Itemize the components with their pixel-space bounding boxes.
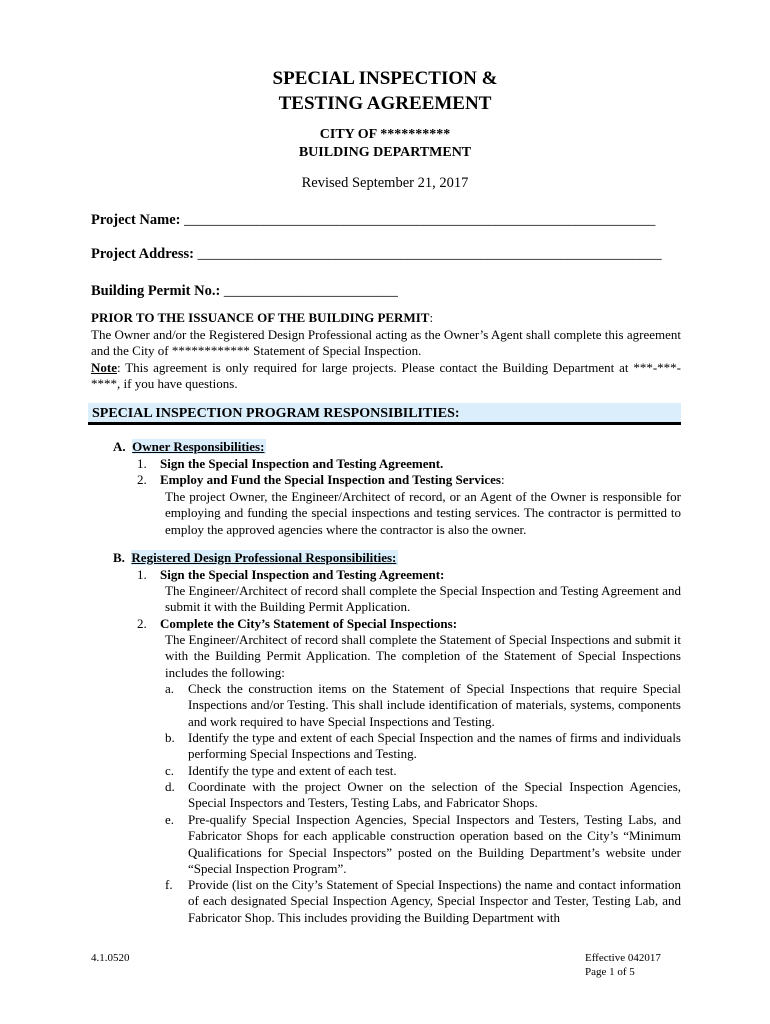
project-name-line[interactable]: _________________________________________________________________ — [184, 212, 656, 228]
rdp-item-1-body: The Engineer/Architect of record shall complete the Special Inspection and Testing Agreement and submit it with the Building Permit Application. — [165, 583, 681, 615]
project-address-label: Project Address: — [91, 246, 194, 262]
subitem-f-letter: f. — [165, 877, 173, 892]
subitem-d-text: Coordinate with the project Owner on the selection of the Special Inspection Agencies, Special Inspectors and Testers, Testing Labs, and Fabricator Shops. — [188, 779, 681, 811]
intro-paragraph: The Owner and/or the Registered Design Professional acting as the Owner’s Agent shall complete this agreement and the City of ************ Statement of Special Inspection. — [91, 327, 681, 359]
subitem-a-text: Check the construction items on the Statement of Special Inspections that require Special Inspections and/or Testing. This shall include identification of materials, systems, components and work required to have Special Inspections and Testing. — [188, 681, 681, 729]
rdp-responsibilities-heading — [113, 550, 398, 566]
rdp-item-1-title: Sign the Special Inspection and Testing Agreement: — [160, 567, 445, 582]
rdp-heading-text: Registered Design Professional Responsibilities: — [131, 550, 397, 565]
subitem-a-letter: a. — [165, 681, 175, 696]
project-address-field[interactable] — [91, 246, 662, 263]
owner-responsibilities-heading — [113, 439, 266, 455]
project-name-field[interactable] — [91, 212, 655, 229]
document-title-line1: SPECIAL INSPECTION & — [272, 68, 498, 89]
owner-heading-text: Owner Responsibilities: — [132, 439, 265, 454]
intro-heading: PRIOR TO THE ISSUANCE OF THE BUILDING PERMIT: — [91, 310, 434, 325]
subitem-e-letter: e. — [165, 812, 175, 827]
owner-item-2-title: Employ and Fund the Special Inspection and Testing Services: — [160, 472, 505, 487]
owner-item-1-title: Sign the Special Inspection and Testing Agreement. — [160, 456, 444, 471]
building-permit-label: Building Permit No.: — [91, 283, 221, 299]
effective-date: Effective 042017 — [585, 952, 661, 964]
page-number: Page 1 of 5 — [585, 966, 635, 978]
project-address-line[interactable]: ________________________________________________________________ — [197, 246, 662, 262]
project-name-label: Project Name: — [91, 212, 181, 228]
subitem-c-letter: c. — [165, 763, 175, 778]
rdp-item-1-number: 1. — [137, 567, 147, 582]
note-text: : This agreement is only required for large projects. Please contact the Building Department at ***-***-****, if you have questions. — [91, 360, 681, 392]
subitem-b-text: Identify the type and extent of each Special Inspection and the names of firms and individuals performing Special Inspections and Testing. — [188, 730, 681, 762]
rdp-marker: B. — [113, 550, 125, 565]
owner-item-2-body: The project Owner, the Engineer/Architect of record, or an Agent of the Owner is responsible for employing and funding the special inspections and testing services. The contractor is permitted to employ the approved agencies where the contractor is also the owner. — [165, 489, 681, 537]
subitem-b-letter: b. — [165, 730, 175, 745]
rdp-item-2-number: 2. — [137, 616, 147, 631]
subitem-f-text: Provide (list on the City’s Statement of Special Inspections) the name and contact information of each designated Special Inspection Agency, Special Inspector and Tester, Testing Lab, and Fabricator Shop. This includes providing the Building Department with — [188, 877, 681, 925]
section-heading: SPECIAL INSPECTION PROGRAM RESPONSIBILITIES: — [88, 403, 681, 425]
subitem-e-text: Pre-qualify Special Inspection Agencies, Special Inspectors and Testers, Testing Labs, and Fabricator Shops for each applicable construction operation based on the City’s “Minimum Qualifications for Special Inspectors” posted on the Building Department’s website under “Special Inspection Program”. — [188, 812, 681, 876]
city-name: CITY OF ********** — [319, 127, 451, 142]
intro-note — [91, 360, 681, 393]
subitem-d-letter: d. — [165, 779, 175, 794]
revision-date: Revised September 21, 2017 — [301, 175, 469, 191]
note-label: Note — [91, 360, 117, 375]
document-title-line2: TESTING AGREEMENT — [278, 93, 492, 114]
rdp-item-2-body: The Engineer/Architect of record shall complete the Statement of Special Inspections and submit it with the Building Permit Application. The completion of the Statement of Special Inspections includes the following: — [165, 632, 681, 680]
owner-item-2-number: 2. — [137, 472, 147, 487]
building-permit-field[interactable] — [91, 283, 398, 300]
owner-marker: A. — [113, 439, 126, 454]
rdp-item-2-title: Complete the City’s Statement of Special Inspections: — [160, 616, 458, 631]
building-permit-line[interactable]: ________________________ — [223, 283, 398, 299]
subitem-c-text: Identify the type and extent of each test. — [188, 763, 397, 778]
department-name: BUILDING DEPARTMENT — [298, 145, 472, 160]
owner-item-1-number: 1. — [137, 456, 147, 471]
document-code: 4.1.0520 — [91, 952, 130, 964]
